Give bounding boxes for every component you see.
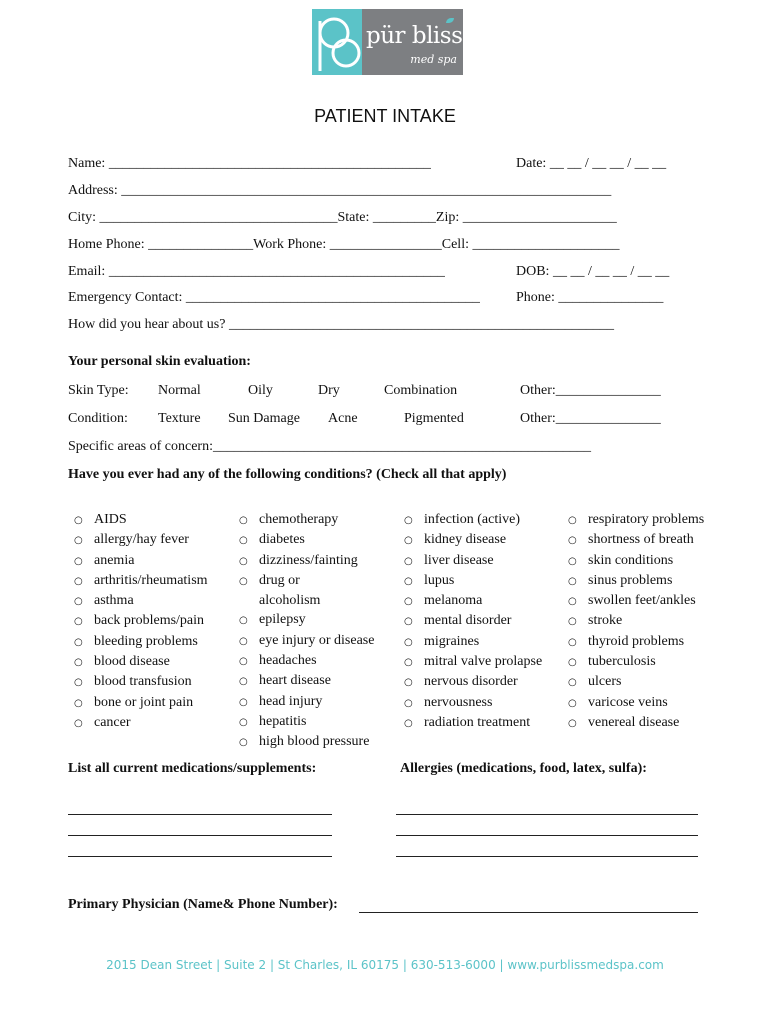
page-title: PATIENT INTAKE [314,106,456,126]
list-item[interactable]: ○ back problems/pain [74,611,208,631]
skin-evaluation-heading: Your personal skin evaluation: [68,354,251,369]
list-item[interactable]: ○ swollen feet/ankles [568,591,704,611]
skin-type-other-field[interactable]: Other:_______________ [520,383,661,398]
allergies-line-1[interactable] [396,814,698,815]
address-field[interactable]: Address: ______________________________________________________________________ [68,183,612,198]
logo-wordmark: pür bliss med spa [362,9,463,75]
list-item[interactable]: ○ asthma [74,591,208,611]
conditions-column-2 [239,510,374,753]
list-item[interactable]: ○ AIDS [74,510,208,530]
checkbox-circle-icon[interactable]: ○ [239,656,248,668]
checkbox-circle-icon[interactable]: ○ [568,596,577,608]
checkbox-circle-icon[interactable]: ○ [239,515,248,526]
checkbox-circle-icon[interactable]: ○ [239,555,248,567]
checkbox-circle-icon[interactable]: ○ [74,636,83,648]
list-item[interactable]: ○ headaches [239,651,374,671]
checkbox-circle-icon[interactable]: ○ [74,555,83,567]
checkbox-circle-icon[interactable]: ○ [568,717,577,729]
checkbox-circle-icon[interactable]: ○ [404,717,413,729]
checkbox-circle-icon[interactable]: ○ [404,677,413,689]
checkbox-circle-icon[interactable]: ○ [74,616,83,628]
checkbox-circle-icon[interactable]: ○ [404,515,413,526]
condition-other-field[interactable]: Other:_______________ [520,411,661,426]
list-item[interactable]: ○ head injury [239,692,374,712]
condition-sun-damage[interactable]: Sun Damage [228,411,300,426]
allergies-line-3[interactable] [396,856,698,857]
checkbox-circle-icon[interactable]: ○ [404,555,413,567]
list-item[interactable]: ○ shortness of breath [568,530,704,550]
footer-contact: 2015 Dean Street | Suite 2 | St Charles, IL 60175 | 630-513-6000 | www.purblissmedspa.com [106,958,664,972]
phone-fields[interactable]: Home Phone: _______________Work Phone: ________________Cell: _____________________ [68,237,620,252]
list-item[interactable]: ○ venereal disease [568,713,704,733]
list-item[interactable]: ○ stroke [568,611,704,631]
checkbox-circle-icon[interactable]: ○ [239,737,248,749]
list-item[interactable]: ○ epilepsy [239,610,374,630]
condition-pigmented[interactable]: Pigmented [404,411,464,426]
list-item[interactable]: ○ chemotherapy [239,510,374,530]
list-item[interactable]: ○ drug or [239,571,374,591]
checkbox-circle-icon[interactable]: ○ [239,535,248,547]
areas-of-concern-field[interactable]: Specific areas of concern:______________________________________________________ [68,439,591,454]
checkbox-circle-icon[interactable]: ○ [74,535,83,547]
conditions-column-3 [404,510,542,733]
list-item[interactable]: ○ mental disorder [404,611,542,631]
skin-type-dry[interactable]: Dry [318,383,340,398]
allergies-line-2[interactable] [396,835,698,836]
conditions-column-1 [74,510,208,733]
list-item[interactable]: ○ migraines [404,632,542,652]
list-item[interactable]: ○ anemia [74,551,208,571]
list-item[interactable]: ○ high blood pressure [239,732,374,752]
checkbox-circle-icon[interactable]: ○ [568,555,577,567]
checkbox-circle-icon[interactable]: ○ [239,696,248,708]
list-item[interactable]: ○ hepatitis [239,712,374,732]
checkbox-circle-icon[interactable]: ○ [239,676,248,688]
logo [312,9,463,75]
list-item[interactable]: ○ tuberculosis [568,652,704,672]
checkbox-circle-icon[interactable]: ○ [568,515,577,526]
list-item[interactable]: ○ infection (active) [404,510,542,530]
list-item[interactable]: ○ ulcers [568,672,704,692]
checkbox-circle-icon[interactable]: ○ [74,717,83,729]
checkbox-circle-icon[interactable]: ○ [568,575,577,587]
medications-line-1[interactable] [68,814,332,815]
list-item[interactable]: ○ bone or joint pain [74,693,208,713]
list-item[interactable]: ○ liver disease [404,551,542,571]
list-item[interactable]: ○ lupus [404,571,542,591]
list-item[interactable]: ○ heart disease [239,671,374,691]
skin-type-combination[interactable]: Combination [384,383,458,398]
conditions-column-4 [568,510,704,733]
checkbox-circle-icon[interactable]: ○ [239,615,248,627]
emergency-contact-field[interactable]: Emergency Contact: __________________________________________ [68,290,480,305]
dob-field[interactable]: DOB: __ __ / __ __ / __ __ [516,264,670,279]
skin-type-oily[interactable]: Oily [248,383,273,398]
list-item[interactable]: ○ radiation treatment [404,713,542,733]
logo-mark-icon [312,9,362,75]
list-item[interactable]: ○ varicose veins [568,693,704,713]
checkbox-circle-icon[interactable]: ○ [239,575,248,587]
list-item[interactable]: ○ nervousness [404,693,542,713]
checkbox-circle-icon[interactable]: ○ [74,697,83,709]
checkbox-circle-icon[interactable]: ○ [239,716,248,728]
list-item[interactable]: ○ dizziness/fainting [239,551,374,571]
checkbox-circle-icon[interactable]: ○ [568,677,577,689]
list-item[interactable]: ○ bleeding problems [74,632,208,652]
condition-label: Condition: [68,411,128,426]
checkbox-circle-icon[interactable]: ○ [404,575,413,587]
checkbox-circle-icon[interactable]: ○ [239,635,248,647]
list-item[interactable]: ○ cancer [74,713,208,733]
list-item[interactable]: ○ eye injury or disease [239,631,374,651]
checkbox-circle-icon[interactable]: ○ [74,677,83,689]
checkbox-circle-icon[interactable]: ○ [74,575,83,587]
list-item[interactable]: ○ skin conditions [568,551,704,571]
checkbox-circle-icon[interactable]: ○ [568,535,577,547]
date-field[interactable]: Date: __ __ / __ __ / __ __ [516,156,667,171]
email-field[interactable]: Email: ________________________________________________ [68,264,445,279]
list-item[interactable]: ○ respiratory problems [568,510,704,530]
primary-physician-label: Primary Physician (Name& Phone Number): [68,897,338,912]
city-state-zip-field[interactable]: City: __________________________________State: _________Zip: ______________________ [68,210,617,225]
medications-line-2[interactable] [68,835,332,836]
list-item[interactable]: ○ melanoma [404,591,542,611]
checkbox-circle-icon[interactable]: ○ [74,596,83,608]
medications-heading: List all current medications/supplements: [68,761,317,776]
list-item[interactable]: ○ blood disease [74,652,208,672]
list-item[interactable]: ○ sinus problems [568,571,704,591]
checkbox-circle-icon[interactable]: ○ [568,697,577,709]
name-field[interactable]: Name: ______________________________________________ [68,156,431,171]
list-item[interactable]: ○ kidney disease [404,530,542,550]
conditions-heading: Have you ever had any of the following conditions? (Check all that apply) [68,467,507,482]
condition-texture[interactable]: Texture [158,411,201,426]
checkbox-circle-icon[interactable]: ○ [404,535,413,547]
allergies-heading: Allergies (medications, food, latex, sulfa): [400,761,647,776]
referral-source-field[interactable]: How did you hear about us? _______________________________________________________ [68,317,614,332]
list-item[interactable]: ○ mitral valve prolapse [404,652,542,672]
list-item[interactable]: ○ nervous disorder [404,672,542,692]
checkbox-circle-icon[interactable]: ○ [404,636,413,648]
primary-physician-line[interactable] [359,912,698,913]
medications-line-3[interactable] [68,856,332,857]
skin-type-normal[interactable]: Normal [158,383,201,398]
checkbox-circle-icon[interactable]: ○ [74,515,83,526]
checkbox-circle-icon[interactable]: ○ [404,657,413,669]
list-item[interactable]: ○ allergy/hay fever [74,530,208,550]
skin-type-label: Skin Type: [68,383,129,398]
checkbox-circle-icon[interactable]: ○ [404,697,413,709]
list-item[interactable]: ○ arthritis/rheumatism [74,571,208,591]
checkbox-circle-icon[interactable]: ○ [568,616,577,628]
list-item-continuation: alcoholism [259,593,321,609]
checkbox-circle-icon[interactable]: ○ [74,657,83,669]
list-item[interactable]: ○ diabetes [239,530,374,550]
checkbox-circle-icon[interactable]: ○ [568,636,577,648]
condition-acne[interactable]: Acne [328,411,358,426]
list-item[interactable]: ○ thyroid problems [568,632,704,652]
checkbox-circle-icon[interactable]: ○ [404,596,413,608]
checkbox-circle-icon[interactable]: ○ [568,657,577,669]
checkbox-circle-icon[interactable]: ○ [404,616,413,628]
emergency-phone-field[interactable]: Phone: _______________ [516,290,664,305]
list-item[interactable]: ○ blood transfusion [74,672,208,692]
